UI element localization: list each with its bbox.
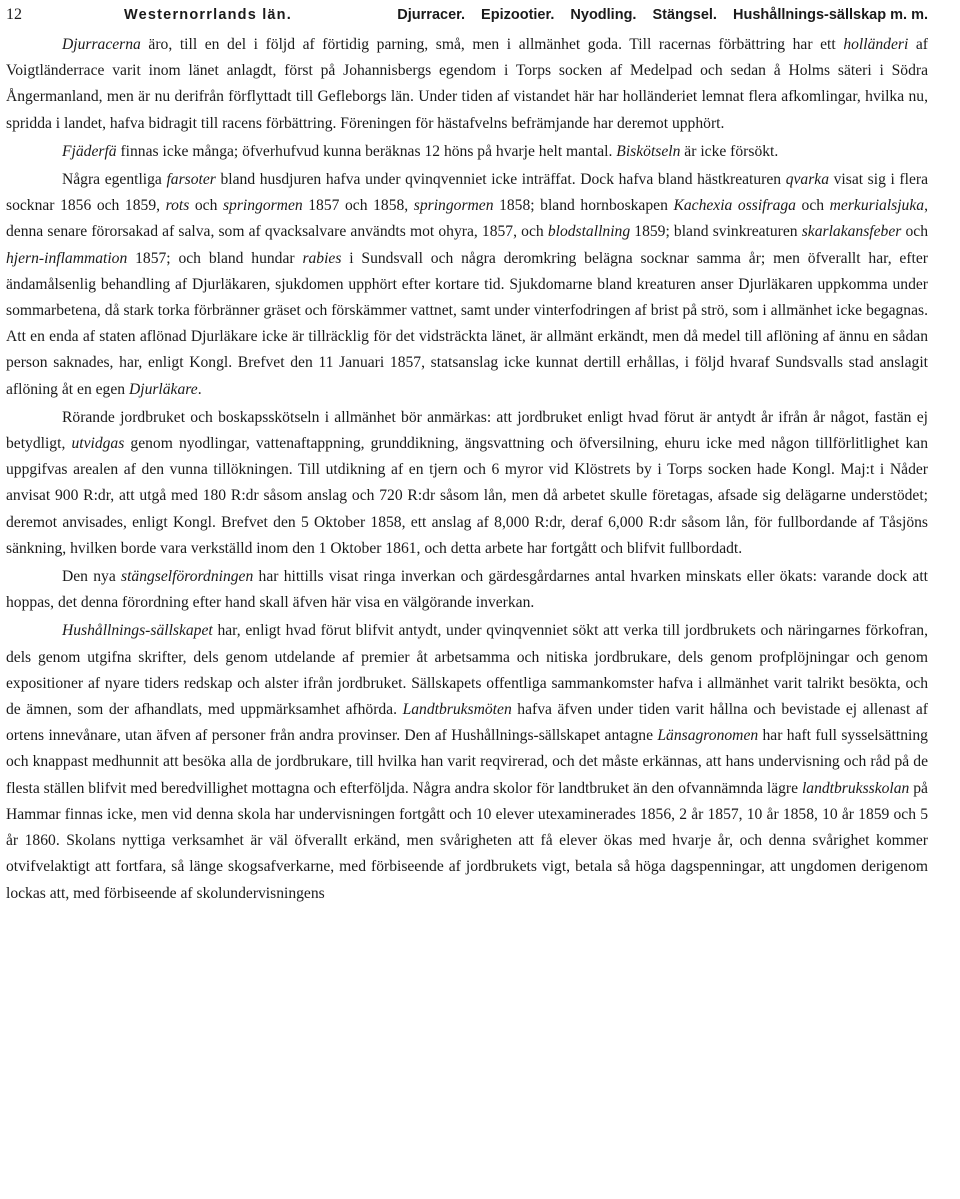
document-page [6, 0, 928, 1199]
body-text [6, 32, 928, 909]
text-run: och [795, 197, 830, 215]
italic-term: Kachexia ossifraga [673, 197, 796, 215]
italic-term: holländeri [843, 36, 909, 53]
text-run: visat sig i flera socknar 1856 och 1859, [6, 171, 928, 215]
italic-term: rabies [302, 249, 342, 267]
text-run: Den nya [62, 568, 122, 586]
italic-term: qvarka [785, 171, 830, 189]
italic-term: utvidgas [71, 435, 125, 453]
italic-term: skarlakansfeber [801, 223, 902, 241]
italic-term: Hushållnings-sällskapet [62, 622, 213, 640]
topic-list [385, 4, 928, 26]
text-run: hafva äfven under tiden varit hållna och bevistade ej allenast af ortens innevånare, utan äfven af personer från andra provinser. Den af Hushållnings-sällskapet antagne [6, 701, 928, 745]
italic-term: landtbruksskolan [801, 779, 910, 797]
paragraph-jordbruket [6, 405, 928, 562]
topic-hushallnings-sallskap: Hushållnings-sällskap m. m. [733, 7, 928, 23]
text-run: på Hammar finnas icke, men vid denna skola har undervisningen fortgått och 10 elever utexaminerades 1856, 2 år 1857, 10 år 1858, 10 år 1859 och 5 år 1860. Skolans nyttiga verksamhet är väl öfverallt erkänd, men svårigheten att få elever ökas med hvarje år, och denna svårighet kommer otvifvelaktigt att fortfara, så länge skogsafverkarne, med förbiseende af jordbrukets vigt, betala så höga dagspenningar, att ungdomen derigenom lockas att, med förbiseende af skolundervisningens [6, 779, 928, 902]
text-run: äro, till en del i följd af förtidig parning, små, men i allmänhet goda. Till racernas förbättring har ett [140, 36, 844, 53]
text-run: bland husdjuren hafva under qvinqvenniet icke inträffat. Dock hafva bland hästkreaturen [215, 171, 786, 189]
topic-djurracer: Djurracer. [397, 7, 466, 23]
paragraph-fjaderfa [6, 139, 928, 165]
paragraph-djurracer [6, 32, 928, 137]
text-run: 1858; bland hornboskapen [493, 197, 674, 215]
italic-term: farsoter [166, 171, 216, 189]
text-run: är icke försökt. [680, 142, 779, 160]
text-run: 1859; bland svinkreaturen [630, 223, 802, 241]
italic-term: Djurläkare [128, 380, 198, 398]
italic-term: Djurracerna [62, 36, 141, 53]
italic-term: Landtbruksmöten [402, 701, 512, 719]
text-run: har, enligt hvad förut blifvit antydt, under qvinqvenniet sökt att verka till jordbrukets och näringarnes förkofran, dels genom utgifna skrifter, dels genom utdelande af premier åt arbetsamma och nitiska jordbrukare, dels genom profplöjningar och genom expositioner af nyare tiders redskap och alster ifrån jordbruket. Sällskapets offentliga sammankomster hafva i allmänhet varit talrikt besökta, och de ämnen, som der afhandlats, med uppmärksamhet afhörda. [6, 622, 928, 719]
paragraph-farsoter [6, 167, 928, 403]
text-run: af Voigtländerrace varit inom länet anlagdt, först på Johannisbergs egendom i Torps socken af Medelpad och sedan å Holms säteri i Södra Ångermanland, men är nu derifrån förflyttadt till Gefleborgs län. Under tiden af vistandet här har holländeriet lemnat flera afkomlingar, hvilka nu, spridda i landet, hafva bidragit till racens förbättring. Föreningen för hästafvelns befrämjande har deremot upphört. [6, 36, 928, 132]
text-run: 1857 och 1858, [302, 197, 414, 215]
topic-epizootier: Epizootier. [481, 7, 555, 23]
text-run: finnas icke många; öfverhufvud kunna beräknas 12 höns på hvarje helt mantal. [116, 142, 617, 160]
running-header [6, 4, 928, 26]
italic-term: springormen [222, 197, 303, 215]
italic-term: merkurialsjuka [829, 197, 925, 215]
italic-term: springormen [413, 197, 494, 215]
italic-term: Biskötseln [616, 142, 681, 160]
text-run: och [901, 223, 928, 241]
italic-term: Länsagronomen [657, 727, 759, 745]
italic-term: blodstallning [547, 223, 631, 241]
text-run: genom nyodlingar, vattenaftappning, grunddikning, ängsvattning och öfversilning, ehuru icke med någon tillförlitlighet kan uppgifvas arealen af den vunna tillökningen. Till utdikning af en tjern och 6 myror vid Klöstrets by i Torps socken hade Kongl. Maj:t i Nåder anvisat 900 R:dr, att utgå med 180 R:dr såsom anslag och 720 R:dr såsom lån, men då arbetet skulle företagas, afsade sig delägarne understödet; deremot anvisades, enligt Kongl. Brefvet den 5 Oktober 1858, ett anslag af 8,000 R:dr, deraf 6,000 R:dr såsom lån, för fullbordande af Tåsjöns sänkning, hvilken borde vara verkställd inom den 1 Oktober 1861, och detta arbete har fortgått och blifvit fullbordadt. [6, 435, 928, 557]
page-number: 12 [6, 6, 22, 23]
text-run: , denna senare förorsakad af salva, som af qvacksalvare användts mot ohyra, 1857, och [6, 197, 928, 241]
region-title: Westernorrlands län. [124, 7, 292, 23]
italic-term: rots [165, 197, 190, 215]
text-run: Några egentliga [62, 171, 167, 189]
paragraph-hushallnings-sallskapet [6, 618, 928, 906]
italic-term: stängselförordningen [121, 568, 254, 586]
topic-nyodling: Nyodling. [570, 7, 637, 23]
topic-stangsel: Stängsel. [652, 7, 717, 23]
text-run: har haft full sysselsättning och knappast medhunnit att besöka alla de jordbrukare, till hvilka han varit reqvirerad, och det måste erkännas, att hans undervisning och råd på de flesta ställen blifvit med beredvillighet mottagna och efterföljda. Några andra skolor för landtbruket än den ofvannämnda lägre [6, 727, 928, 797]
paragraph-stangselforordningen [6, 564, 928, 616]
text-run: har hittills visat ringa inverkan och gärdesgårdarnes antal hvarken minskats eller ökats: varande dock att hoppas, det denna förordning efter hand skall äfven här visa en välgörande inverkan. [6, 568, 928, 612]
text-run: 1857; och bland hundar [127, 249, 303, 267]
italic-term: Fjäderfä [62, 142, 117, 160]
text-run: Rörande jordbruket och boskapsskötseln i allmänhet bör anmärkas: att jordbruket enligt hvad förut är antydt år ifrån år något, fastän ej betydligt, [6, 408, 928, 453]
text-run: . [197, 380, 202, 398]
text-run: och [189, 197, 223, 215]
italic-term: hjern-inflammation [6, 249, 128, 267]
text-run: i Sundsvall och några deromkring belägna socknar samma år; men öfverallt har, efter ändamålsenlig behandling af Djurläkaren, sjukdomen upphört efter kortare tid. Sjukdomarne bland kreaturen anser Djurläkaren uppkomma under sommarbetena, då stark torka förbränner gräset och förskämmer vattnet, samt under vinterfodringen af brist på strö, som i allmänhet icke begagnas. Att en enda af staten aflönad Djurläkare icke är tillräcklig för det vidsträckta länet, är allmänt erkändt, men då medel till aflöning af ännu en sådan person saknades, har, enligt Kongl. Brefvet den 11 Januari 1857, statsanslag icke kunnat dertill erhållas, i följd hvaraf Sundsvalls stad anslagit aflöning åt en egen [6, 249, 928, 398]
